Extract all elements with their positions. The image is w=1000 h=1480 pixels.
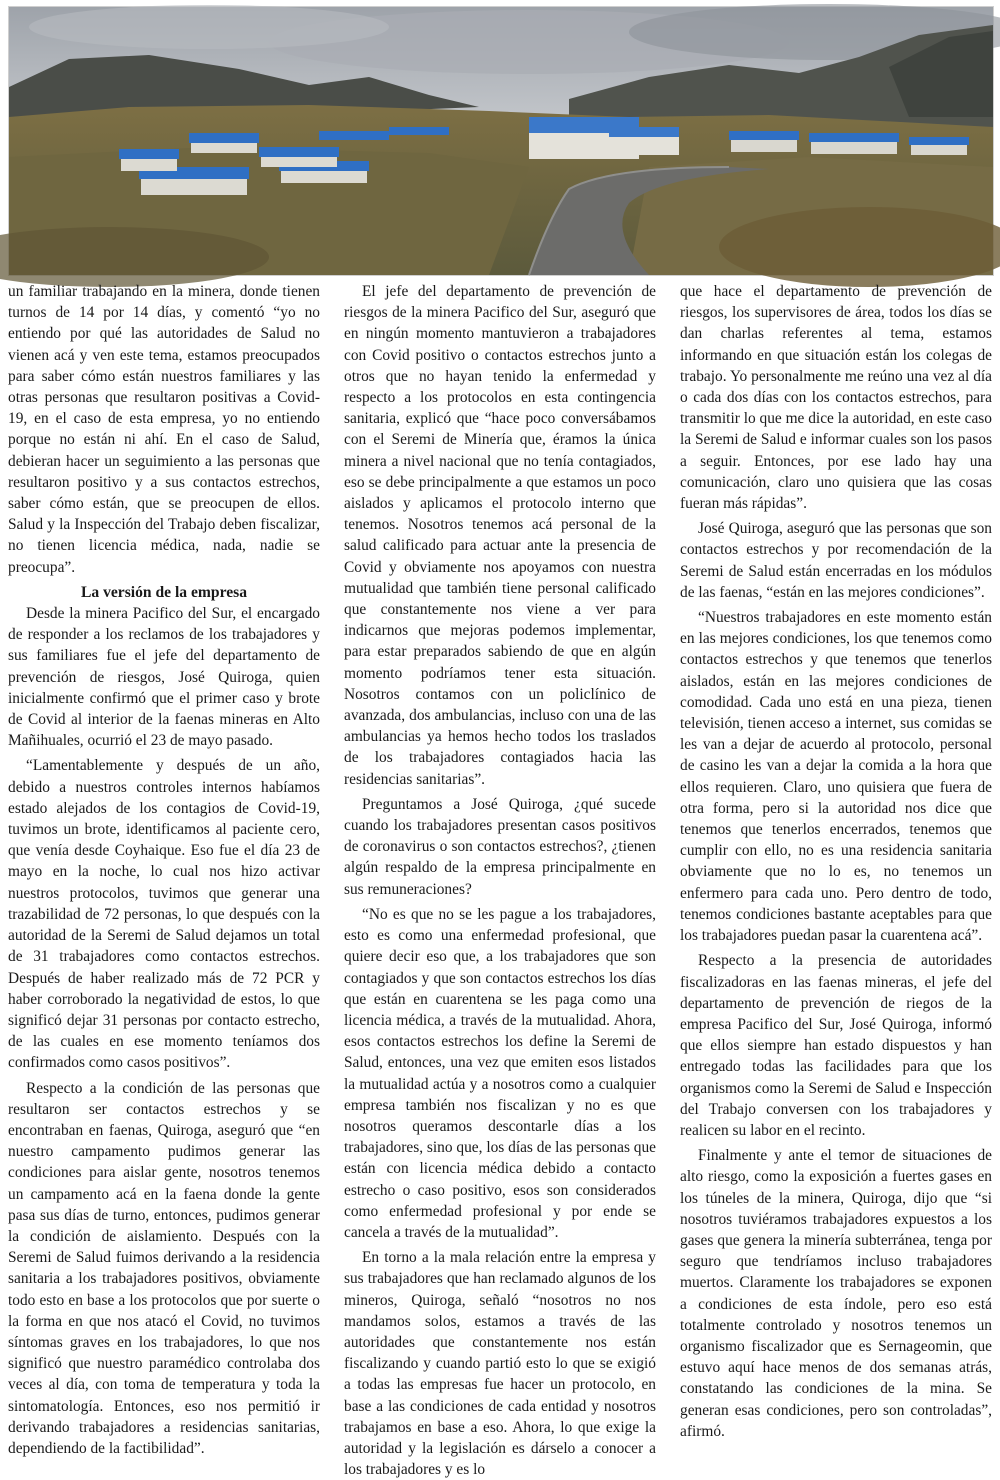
article-paragraph: Desde la minera Pacifico del Sur, el encargado de responder a los reclamos de los trabajadores y sus familiares fue el jefe del departamento de prevención de riesgos, José Quiroga, quien inicialmente confirmó que el primer caso y brote de Covid al interior de la faenas mineras en Alto Mañihuales, ocurrió el 23 de mayo pasado.: [8, 605, 320, 750]
article-column-1: [8, 281, 320, 1457]
section-heading: La versión de la empresa: [80, 583, 248, 601]
article-paragraph: “No es que no se les pague a los trabajadores, esto es como una enfermedad profesional, que quiere decir eso que, a los trabajadores que son contagiados y que son contactos estrechos los días que están en cuarentena se les paga como una licencia médica, a través de la mutualidad. Ahora, esos contactos estrechos los define la Seremi de Salud, entonces, una vez que emiten esos listados la mutualidad actúa y a nosotros como a cualquier empresa también nos fiscalizan y no es que nosotros queramos descontarle días a los trabajadores, sino que, los días de las personas que están con licencia médica debido a contacto estrecho o caso positivo, esos son considerados como enfermedad profesional y por ende se cancela a través de la mutualidad”.: [344, 905, 657, 1241]
mining-camp-photo: [8, 6, 994, 276]
article-paragraph: En torno a la mala relación entre la empresa y sus trabajadores que han reclamado algunos de los mineros, Quiroga, señaló “nosotros no nos mandamos solos, estamos a través de las autoridades que constantemente nos están fiscalizando y cuando partió esto lo que se exigió a todas las empresas fue hacer un protocolo, en base a las condiciones de cada entidad y nosotros trabajamos en base a eso. Ahora, lo que exige la autoridad y la legislación es dárselo a conocer a los trabajadores y es lo: [344, 1249, 656, 1479]
article-paragraph: un familiar trabajando en la minera, donde tienen turnos de 14 por 14 días, y comentó “yo no entiendo por qué las autoridades de Salud no vienen acá y ven este tema, estamos preocupados para saber cómo están nuestros familiares y las otras personas que resultaron positivas a Covid-19, en el caso de esta empresa, yo no entiendo porque no están ni ahí. En el caso de Salud, debieran hacer un seguimiento a las personas que resultaron positivo y a sus contactos estrechos, saber cómo están, que se preocupen de ellos. Salud y la Inspección del Trabajo deben fiscalizar, no tienen licencia médica, nada, nadie se preocupa”.: [8, 283, 320, 576]
article-column-2: [344, 281, 657, 1479]
article-paragraph: Finalmente y ante el temor de situaciones de alto riesgo, como la exposición a fuertes gases en los túneles de la minera, Quiroga, dijo que “si nosotros tuviéramos trabajadores expuestos a los gases que genera la minería subterránea, tenga por seguro que tendríamos incluso trabajadores muertos. Claramente los trabajadores se exponen a condiciones de esta índole, pero eso está totalmente controlado y nosotros tenemos un organismo fiscalizador que es Sernageomin, que estuvo aquí hace menos de dos semanas atrás, constatando las condiciones de la mina. Se generan esas condiciones, pero son controladas”, afirmó.: [680, 1147, 992, 1440]
article-paragraph: Respecto a la condición de las personas que resultaron ser contactos estrechos y se encontraban en faenas, Quiroga, aseguró que “en nuestro campamento pudimos generar las condiciones para aislar gente, nosotros tenemos un campamento acá en la faena donde la gente pasa sus días de turno, entonces, pudimos generar la condición de aislamiento. Después con la Seremi de Salud fuimos derivando a la residencia sanitaria a los trabajadores positivos, obviamente todo esto en base a los protocolos que por suerte o la forma en que nos atacó el Covid, no tuvimos síntomas graves en los trabajadores, lo que nos significó que nuestro paramédico controlaba dos veces al día, con toma de temperatura y toda la sintomatología. Entonces, eso nos permitió ir derivando trabajadores a residencias sanitarias, dependiendo de la factibilidad”.: [8, 1079, 320, 1457]
article-paragraph: José Quiroga, aseguró que las personas que son contactos estrechos y por recomendación de la Seremi de Salud están encerradas en los módulos de las faenas, “están en las mejores condiciones”.: [680, 520, 992, 601]
article-paragraph: Respecto a la presencia de autoridades fiscalizadoras en las faenas mineras, el jefe del departamento de prevención de riegos de la empresa Pacifico del Sur, José Quiroga, informó que ellos siempre han estado dispuestos y han entregado todas las facilidades para que los organismos como la Seremi de Salud e Inspección del Trabajo conversen con los trabajadores y realicen su labor en el recinto.: [680, 952, 992, 1139]
article-column-3: [680, 281, 992, 1446]
article-paragraph: “Lamentablemente y después de un año, debido a nuestros controles internos habíamos estado alejados de los contagios de Covid-19, tuvimos un brote, identificamos al paciente cero, que venía desde Coyhaique. Eso fue el día 23 de mayo en la noche, lo cual nos hizo activar nuestros protocolos, tuvimos que generar una trazabilidad de 72 personas, lo que después con la autoridad de la Seremi de Salud dejamos un total de 31 trabajadores como contactos estrechos. Después de haber realizado más de 72 PCR y haber corroborado la negatividad de estos, lo que significó dejar 31 personas por contacto estrecho, de las cuales en ese momento teníamos dos confirmados como casos positivos”.: [8, 757, 320, 1072]
photo-illustration: [9, 7, 993, 275]
article-columns: [8, 281, 992, 1479]
article-paragraph: El jefe del departamento de prevención de riesgos de la minera Pacifico del Sur, aseguró que en ningún momento mantuvieron a trabajadores con Covid positivo o contactos estrechos junto a otros que no hayan tenido la enfermedad y respecto a los protocolos en esta contingencia sanitaria, explicó que “hace poco conversábamos con el Seremi de Minería que, éramos la única minera a nivel nacional que no tenía contagiados, eso se debe principalmente a que estamos un poco aislados y aplicamos el protocolo interno que tenemos. Nosotros tenemos acá personal de la salud calificado para actuar ante la presencia de Covid y obviamente nos apoyamos con nuestra mutualidad que también tiene personal calificado que constantemente nos viene a ver para indicarnos que mejoras podemos implementar, para estar preparados sabiendo de que en algún momento podríamos tener esta situación. Nosotros contamos con un policlínico de avanzada, dos ambulancias, incluso con una de las ambulancias ya hemos hecho todos los traslados de los trabajadores contagiados hacia las residencias sanitarias”.: [344, 283, 656, 788]
article-paragraph: Preguntamos a José Quiroga, ¿qué sucede cuando los trabajadores presentan casos positivos de coronavirus o son contactos estrechos?, ¿tienen algún respaldo de la empresa principalmente en sus remuneraciones?: [344, 795, 656, 898]
article-paragraph: que hace el departamento de prevención de riesgos, los supervisores de área, todos los días se dan charlas referentes al tema, estamos informando en que situación están los colegas de trabajo. Yo personalmente me reúno una vez al día o cada dos días con los contactos estrechos, para transmitir lo que me dice la autoridad, en este caso la Seremi de Salud e informar cuales son los pasos a seguir. Entonces, por ese lado hay una comunicación, claro uno quisiera que las cosas fueran más rápidas”.: [680, 283, 992, 513]
article-paragraph: “Nuestros trabajadores en este momento están en las mejores condiciones, los que tenemos como contactos estrechos y que tenemos que tenerlos aislados, están en las mejores condiciones de comodidad. Cada uno está en una pieza, tienen televisión, tienen acceso a internet, sus comidas se les van a dejar de acuerdo al protocolo, personal de casino les van a dejar la comida a la hora que ellos requieren. Claro, uno quisiera que fuera de otra forma, pero si la autoridad nos dice que tenemos que tenerlos encerrados, tenemos que cumplir con ello, no es una residencia sanitaria obviamente que no lo es, no tenemos un enfermero para cada uno. Pero dentro de todo, tenemos condiciones bastante aceptables para que los trabajadores puedan pasar la cuarentena acá”.: [680, 609, 992, 945]
